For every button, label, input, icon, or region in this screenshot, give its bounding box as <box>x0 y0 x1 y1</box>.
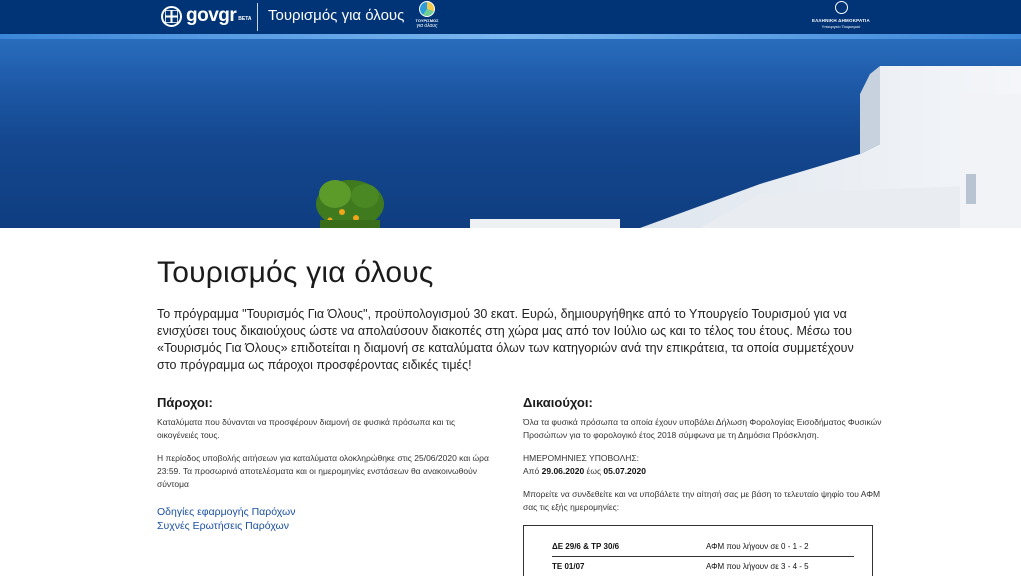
providers-text: Καταλύματα που δύνανται να προσφέρουν διαμονή σε φυσικά πρόσωπα και τις οικογένειές τους. <box>157 417 456 440</box>
ministry-line1: ΕΛΛΗΝΙΚΗ ΔΗΜΟΚΡΑΤΙΑ <box>812 18 870 23</box>
plant <box>316 180 384 228</box>
dates-from-text: Από <box>523 466 542 476</box>
site-title[interactable]: Τουρισμός για όλους <box>268 7 405 24</box>
providers-deadline-text: Η περίοδος υποβολής αιτήσεων για καταλύματα ολοκληρώθηκε στις 25/06/2020 και ώρα 23:59. Τα προσωρινά αποτελέσματα και οι ημερομηνίες ενστάσεων θα ανακοινωθούν σύντομα <box>157 453 489 489</box>
hero-scene <box>0 34 1021 228</box>
govgr-logo[interactable] <box>161 5 252 27</box>
table-row <box>552 537 854 557</box>
ministry-line2: Υπουργείο Τουρισμού <box>821 24 861 29</box>
providers-heading: Πάροχοι: <box>157 395 213 410</box>
beta-badge: BETA <box>238 16 252 22</box>
ministry-logo[interactable] <box>806 1 876 33</box>
submission-dates-label: ΗΜΕΡΟΜΗΝΙΕΣ ΥΠΟΒΟΛΗΣ: <box>523 453 639 463</box>
table-row <box>552 557 854 576</box>
providers-links <box>157 505 497 533</box>
program-logo-icon <box>419 1 435 17</box>
providers-section <box>157 395 497 533</box>
intro-paragraph: Το πρόγραμμα "Τουρισμός Για Όλους", προϋπολογισμού 30 εκατ. Ευρώ, δημιουργήθηκε από το Υπουργείο Τουρισμού για να ενισχύσει τους δικαιούχους ώστε να απολαύσουν διακοπές στη χώρα μας από τον Ιούλιο ως και το τέλος του έτους. Μέσω του «Τουρισμός Για Όλους» επιδοτείται η διαμονή σε καταλύματα όλων των κατηγοριών ανά την επικράτεια, τα οποία συμμετέχουν στο πρόγραμμα ως πάροχοι προσφέροντας ειδικές τιμές! <box>157 307 854 372</box>
schedule-afm: ΑΦΜ που λήγουν σε 0 - 1 - 2 <box>706 542 809 551</box>
dates-to-text: έως <box>584 466 604 476</box>
submission-dates <box>523 465 883 478</box>
beneficiaries-heading: Δικαιούχοι: <box>523 395 593 410</box>
program-logo <box>413 1 441 33</box>
date-end: 05.07.2020 <box>603 466 646 476</box>
date-start: 29.06.2020 <box>541 466 585 476</box>
beneficiaries-text: Όλα τα φυσικά πρόσωπα τα οποία έχουν υποβάλει Δήλωση Φορολογίας Εισοδήματος Φυσικών Προσώπων για το φορολογικό έτος 2018 σύμφωνα με τη Δημόσια Πρόσκληση. <box>523 417 882 440</box>
beneficiaries-section <box>523 395 883 514</box>
ministry-emblem-icon <box>835 1 848 14</box>
top-header <box>0 0 1021 34</box>
schedule-afm: ΑΦΜ που λήγουν σε 3 - 4 - 5 <box>706 562 809 571</box>
providers-faq-link[interactable]: Συχνές Ερωτήσεις Παρόχων <box>157 520 289 532</box>
page-title: Τουρισμός για όλους <box>157 256 434 289</box>
hero-image <box>0 34 1021 228</box>
providers-guidelines-link[interactable]: Οδηγίες εφαρμογής Παρόχων <box>157 506 296 518</box>
govgr-wordmark: govgr <box>186 5 237 26</box>
afm-instructions-text: Μπορείτε να συνδεθείτε και να υποβάλετε την αίτησή σας με βάση το τελευταίο ψηφίο του ΑΦΜ σας τις εξής ημερομηνίες: <box>523 489 881 512</box>
greek-emblem-icon <box>161 6 182 27</box>
schedule-day: ΔΕ 29/6 & ΤΡ 30/6 <box>552 542 620 551</box>
schedule-day: ΤΕ 01/07 <box>552 562 585 571</box>
program-logo-bottom-text: για όλους <box>416 23 438 29</box>
program-logo-top-text: ΤΟΥΡΙΣΜΟΣ <box>415 18 439 23</box>
header-divider <box>257 3 258 31</box>
